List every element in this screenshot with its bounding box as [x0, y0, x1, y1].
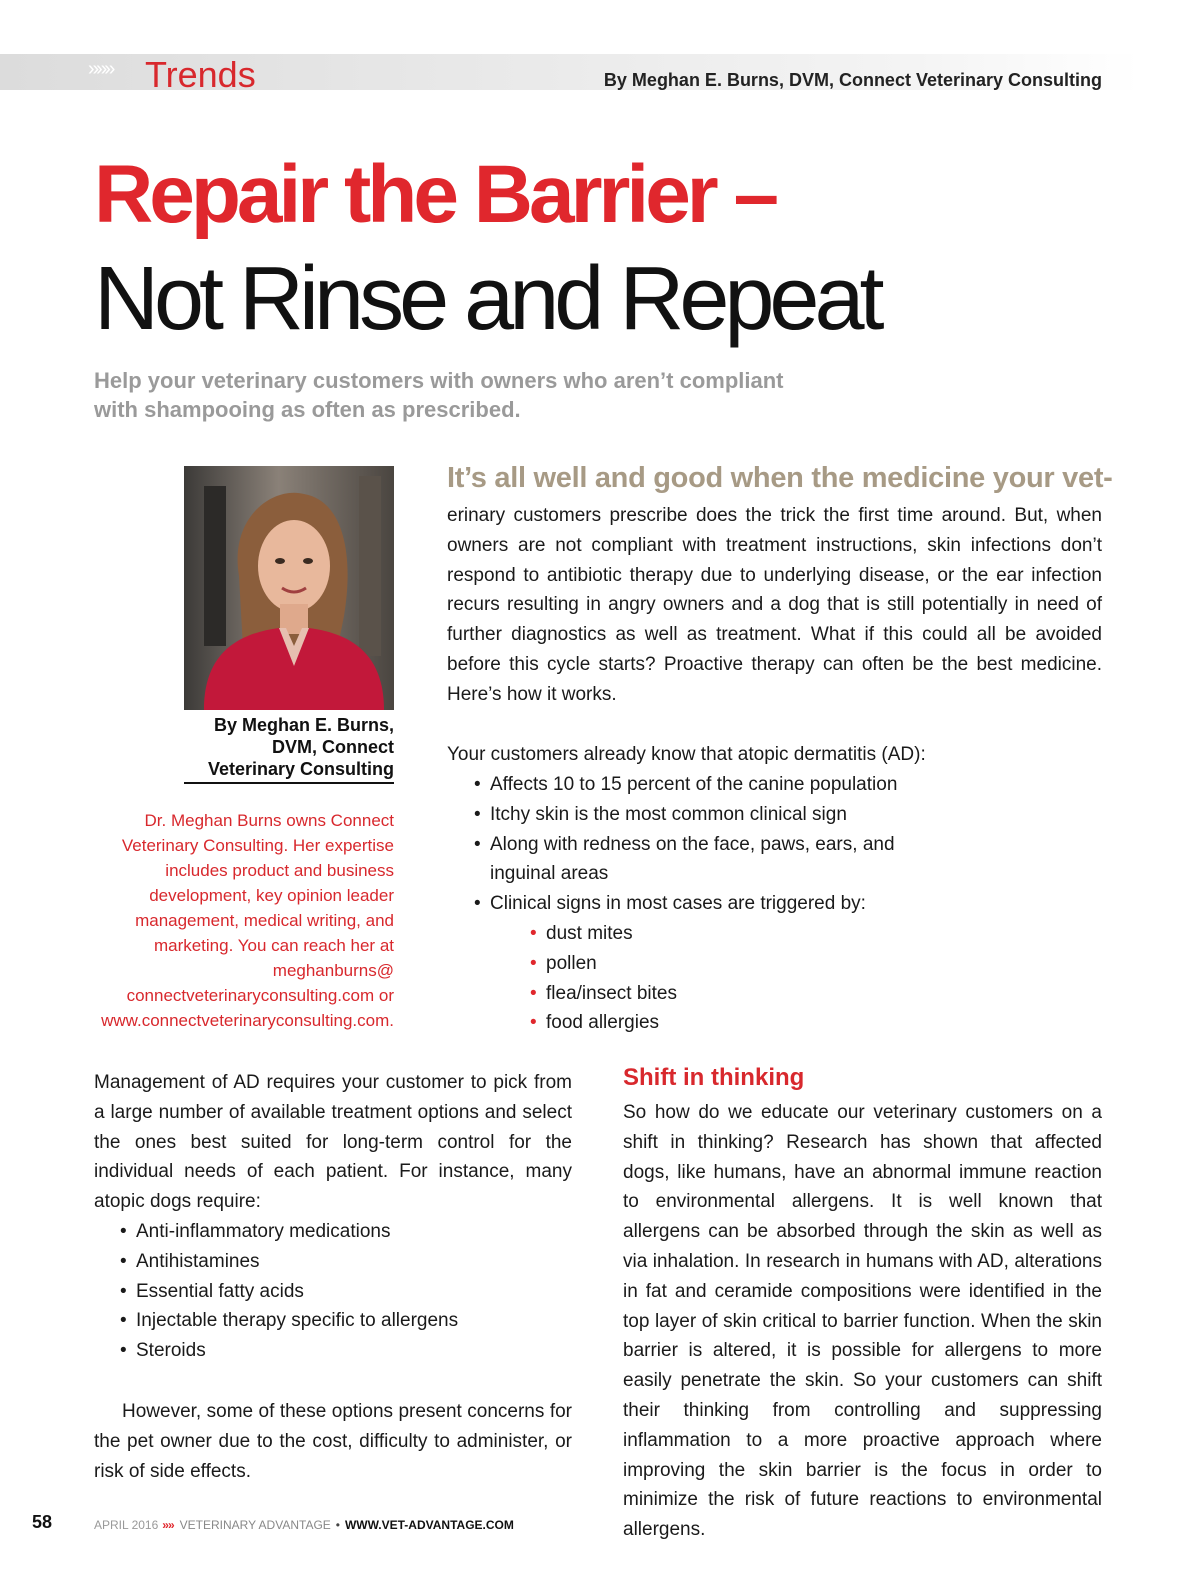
headline-line-2: Not Rinse and Repeat — [94, 249, 880, 349]
author-byline-line: Veterinary Consulting — [207, 759, 394, 779]
list-item: • Antihistamines — [120, 1247, 560, 1277]
ad-intro: Your customers already know that atopic dermatitis (AD): — [447, 744, 926, 765]
list-item: • Injectable therapy specific to allergens — [120, 1306, 560, 1336]
list-item: • pollen — [530, 949, 830, 979]
author-portrait-image — [184, 466, 394, 710]
list-item: • Itchy skin is the most common clinical sign — [474, 800, 934, 830]
dek: Help your veterinary customers with owners who aren’t compliant with shampooing as often as prescribed. — [94, 368, 784, 422]
headline-line-1: Repair the Barrier – — [94, 149, 776, 240]
author-divider — [184, 782, 394, 784]
list-item: • food allergies — [530, 1008, 830, 1038]
treatments-list — [120, 1217, 560, 1366]
author-bio: Dr. Meghan Burns owns Connect Veterinary Consulting. Her expertise includes product and business development, key opinion leader management, medical writing, and marketing. You can reach her at meghanburns@ connectveterinaryconsulting.com or www.connectveterinaryconsulting.com. — [101, 811, 394, 1030]
page-number: 58 — [32, 1512, 53, 1532]
footer-chevrons: »» — [162, 1518, 174, 1532]
footer-url[interactable]: WWW.VET-ADVANTAGE.COM — [344, 1518, 514, 1532]
section-chevrons: »»» — [88, 58, 113, 80]
footer — [94, 1518, 514, 1532]
author-byline-line: DVM, Connect — [271, 737, 394, 757]
author-photo — [184, 466, 394, 710]
management-paragraph: Management of AD requires your customer to pick from a large number of available treatment options and select the ones best suited for long-term control for the individual needs of each patient. For instance, many atopic dogs require: — [94, 1072, 572, 1213]
section-label: Trends — [145, 54, 256, 95]
author-byline — [150, 714, 394, 780]
ad-facts-list — [474, 770, 934, 919]
list-item: • Anti-inflammatory medications — [120, 1217, 560, 1247]
subheading: Shift in thinking — [623, 1064, 805, 1091]
list-item: • Along with redness on the face, paws, ears, and inguinal areas — [474, 830, 934, 890]
list-item: • flea/insect bites — [530, 979, 830, 1009]
footer-issue: APRIL 2016 — [94, 1518, 159, 1532]
list-item: • Affects 10 to 15 percent of the canine population — [474, 770, 934, 800]
footer-magazine: VETERINARY ADVANTAGE — [179, 1518, 331, 1532]
intro-paragraph: erinary customers prescribe does the trick the first time around. But, when owners are not compliant with treatment instructions, skin infections don’t respond to antibiotic therapy due to underlying disease, or the ear infection recurs resulting in angry owners and a dog that is still potentially in need of further diagnostics as well as treatment. What if this could all be avoided before this cycle starts? Proactive therapy can often be the best medicine. Here’s how it works. — [447, 505, 1102, 705]
header-byline: By Meghan E. Burns, DVM, Connect Veterinary Consulting — [603, 70, 1102, 90]
list-item: • Essential fatty acids — [120, 1277, 560, 1307]
list-item: • Steroids — [120, 1336, 560, 1366]
footer-separator: • — [335, 1518, 340, 1532]
concerns-paragraph: However, some of these options present concerns for the pet owner due to the cost, difficulty to administer, or risk of side effects. — [94, 1401, 572, 1482]
list-item: • dust mites — [530, 919, 830, 949]
lede: It’s all well and good when the medicine your vet- — [447, 462, 1113, 494]
list-item: • Clinical signs in most cases are triggered by: — [474, 889, 934, 919]
triggers-list — [530, 919, 830, 1038]
shift-paragraph: So how do we educate our veterinary customers on a shift in thinking? Research has shown that affected dogs, like humans, have an abnormal immune reaction to environmental allergens. It is well known that allergens can be absorbed through the skin as well as via inhalation. In research in humans with AD, alterations in fat and ceramide compositions were identified in the top layer of skin critical to barrier function. When the skin barrier is altered, it is possible for allergens to more easily penetrate the skin. So your customers can shift their thinking from controlling and suppressing inflammation to a more proactive approach where improving the skin barrier is the focus in order to minimize the risk of future reactions to environmental allergens. — [623, 1102, 1102, 1541]
author-byline-line: By Meghan E. Burns, — [213, 715, 394, 735]
